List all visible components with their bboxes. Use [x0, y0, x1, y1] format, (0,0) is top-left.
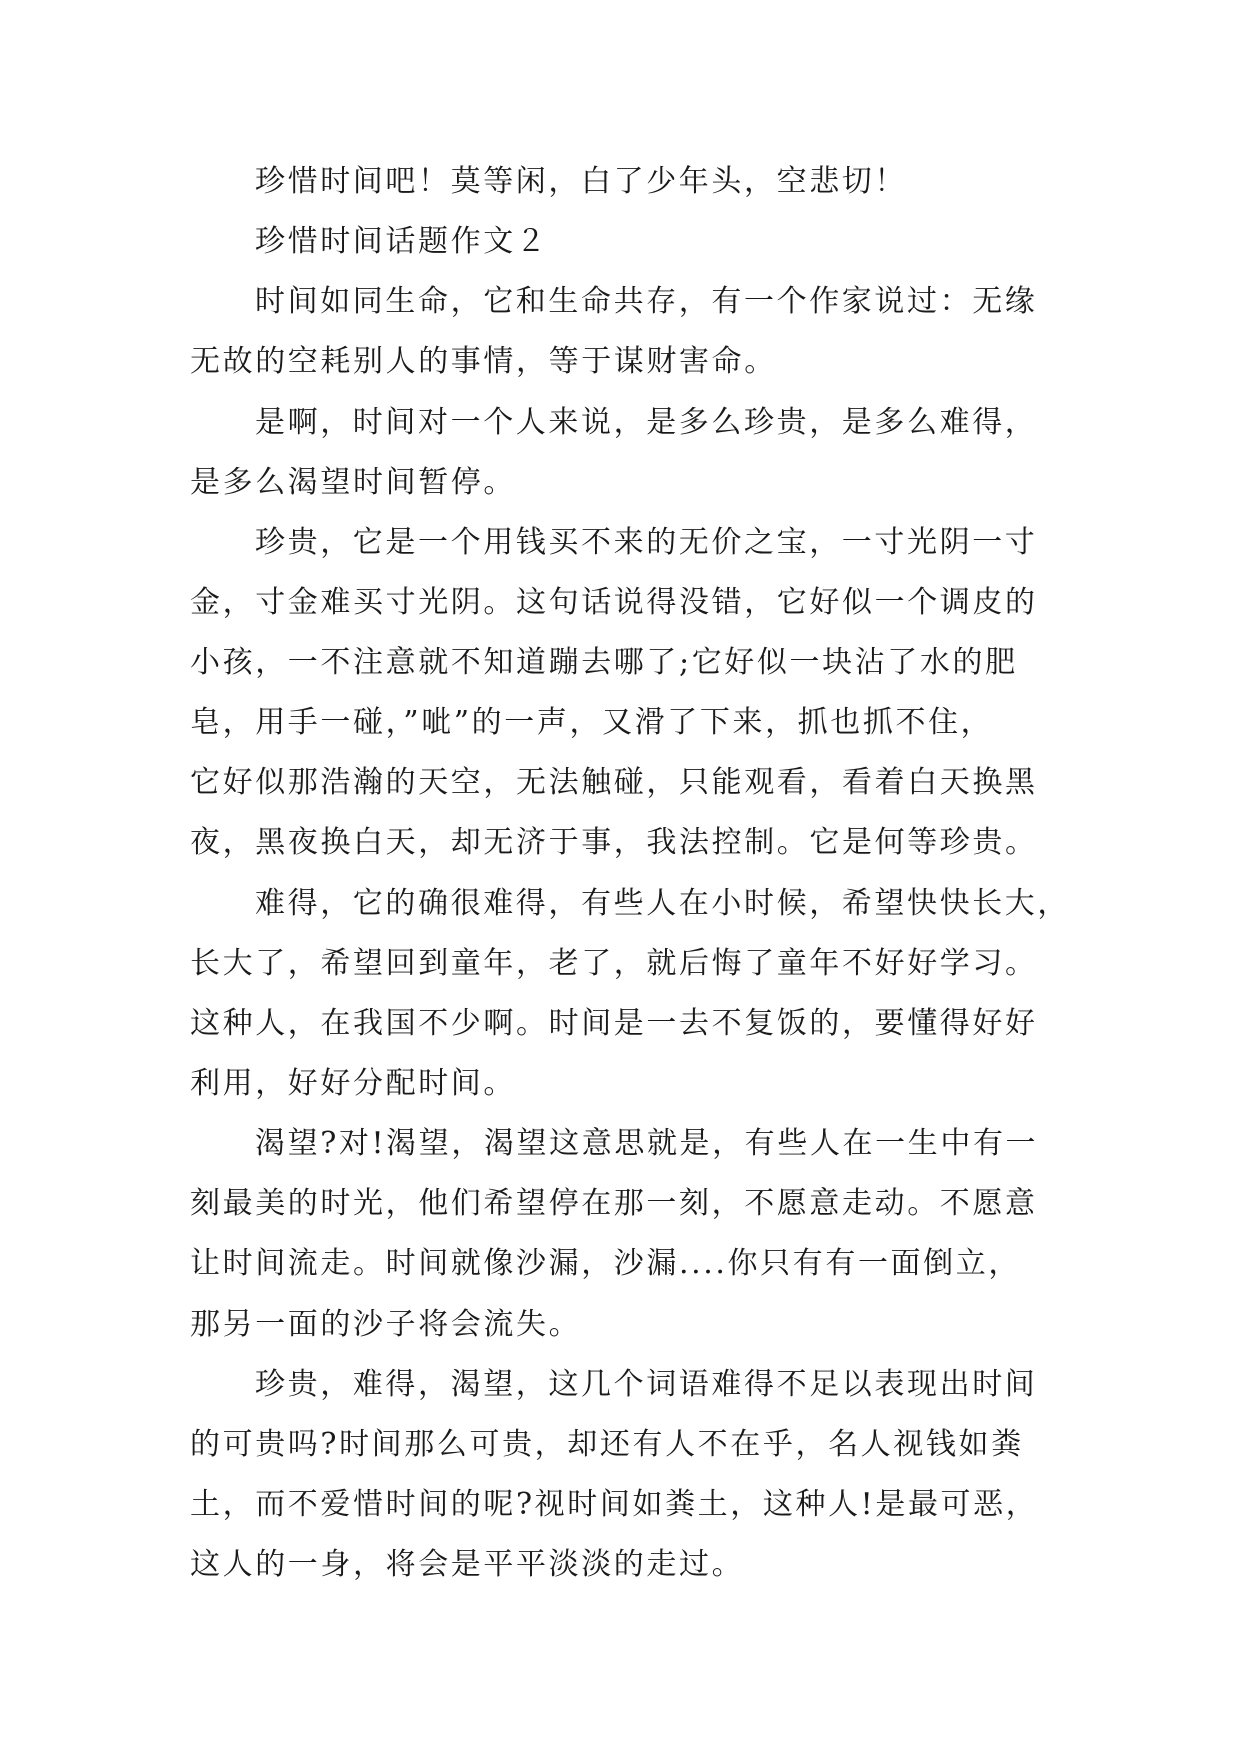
text-line: 土，而不爱惜时间的呢?视时间如粪土，这种人!是最可恶， — [190, 1487, 1039, 1522]
text-line: 长大了，希望回到童年，老了，就后悔了童年不好好学习。 — [190, 946, 1038, 981]
text-line: 无故的空耗别人的事情，等于谋财害命。 — [190, 344, 777, 379]
text-line: 时间如同生命，它和生命共存，有一个作家说过：无缘 — [255, 284, 1038, 319]
text-line: 利用，好好分配时间。 — [190, 1066, 516, 1101]
text-line: 难得，它的确很难得，有些人在小时候，希望快快长大， — [255, 886, 1070, 921]
text-line: 的可贵吗?时间那么可贵，却还有人不在乎，名人视钱如粪 — [190, 1427, 1024, 1462]
text-line: 刻最美的时光，他们希望停在那一刻，不愿意走动。不愿意 — [190, 1186, 1038, 1221]
text-line: 是啊，时间对一个人来说，是多么珍贵，是多么难得， — [255, 405, 1038, 440]
text-line: 是多么渴望时间暂停。 — [190, 465, 516, 500]
text-line: 那另一面的沙子将会流失。 — [190, 1307, 582, 1342]
text-line: 皂，用手一碰，”呲”的一声，又滑了下来，抓也抓不住， — [190, 705, 994, 740]
essay-title: 珍惜时间话题作文２ — [255, 224, 549, 259]
text-line: 珍惜时间吧！莫等闲，白了少年头，空悲切！ — [255, 164, 907, 199]
text-line: 珍贵，它是一个用钱买不来的无价之宝，一寸光阴一寸 — [255, 525, 1038, 560]
text-line: 珍贵，难得，渴望，这几个词语难得不足以表现出时间 — [255, 1367, 1038, 1402]
text-line: 它好似那浩瀚的天空，无法触碰，只能观看，看着白天换黑 — [190, 765, 1038, 800]
text-line: 金，寸金难买寸光阴。这句话说得没错，它好似一个调皮的 — [190, 585, 1038, 620]
text-line: 让时间流走。时间就像沙漏，沙漏....你只有有一面倒立， — [190, 1246, 1021, 1281]
text-line: 这种人，在我国不少啊。时间是一去不复饭的，要懂得好好 — [190, 1006, 1038, 1041]
text-line: 这人的一身，将会是平平淡淡的走过。 — [190, 1547, 745, 1582]
text-line: 小孩，一不注意就不知道蹦去哪了;它好似一块沾了水的肥 — [190, 645, 1018, 680]
text-line: 夜，黑夜换白天，却无济于事，我法控制。它是何等珍贵。 — [190, 825, 1038, 860]
text-line: 渴望?对!渴望，渴望这意思就是，有些人在一生中有一 — [255, 1126, 1039, 1161]
